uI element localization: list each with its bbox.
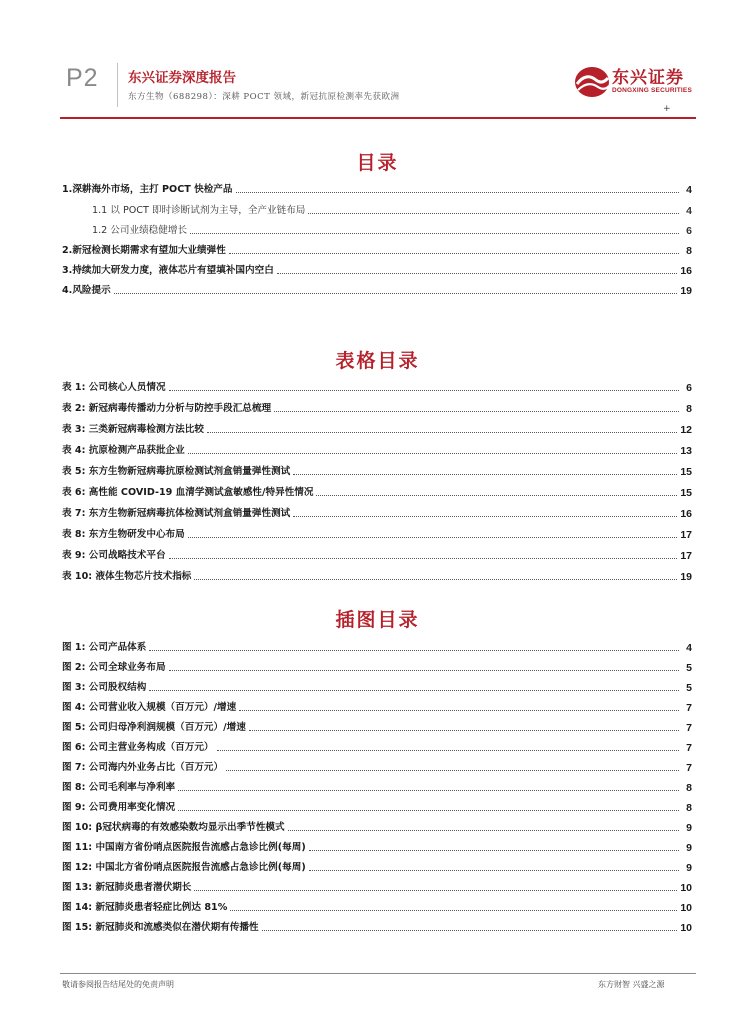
toc-entry[interactable] (62, 261, 692, 277)
dot-leader (194, 578, 677, 580)
figure-list-entry-page: 5 (686, 662, 692, 674)
table-number: 表 7: (62, 508, 86, 519)
corner-mark: + (663, 104, 671, 114)
table-number: 表 10: (62, 571, 93, 582)
figure-list-entry-label (62, 702, 236, 714)
table-list-entry-page: 17 (680, 550, 692, 562)
dot-leader (178, 789, 679, 791)
table-list-entry-label (62, 508, 290, 520)
header-rule (60, 117, 696, 119)
dot-leader (288, 829, 679, 831)
figure-list-entry[interactable] (62, 658, 692, 674)
header-divider (117, 63, 118, 107)
figure-list-entry-label (62, 802, 175, 814)
toc-entry[interactable] (62, 180, 692, 196)
footer-rule (60, 973, 696, 974)
figure-number: 图 12: (62, 862, 93, 873)
figure-list-entry-label (62, 822, 285, 834)
figure-caption: β冠状病毒的有效感染数均显示出季节性模式 (95, 822, 285, 833)
figure-number: 图 4: (62, 702, 86, 713)
figure-caption: 公司营业收入规模（百万元）/增速 (88, 702, 237, 713)
table-list-entry[interactable] (62, 462, 692, 478)
figure-list-entry-label (62, 782, 175, 794)
figure-caption: 公司毛利率与净利率 (88, 782, 176, 793)
table-list-entry-label (62, 571, 191, 583)
dot-leader (178, 809, 679, 811)
table-number: 表 8: (62, 529, 86, 540)
table-list-entry-label (62, 466, 290, 478)
toc-entry-label: 3.持续加大研发力度，液体芯片有望填补国内空白 (62, 265, 274, 276)
dot-leader (249, 729, 679, 731)
table-caption: 东方生物研发中心布局 (88, 529, 185, 540)
table-caption: 抗原检测产品获批企业 (88, 445, 185, 456)
figure-number: 图 8: (62, 782, 86, 793)
table-caption: 东方生物新冠病毒抗原检测试剂盒销量弹性测试 (88, 466, 291, 477)
dot-leader (149, 649, 679, 651)
toc-title: 目录 (356, 152, 399, 174)
figure-list-entry[interactable] (62, 718, 692, 734)
figure-list-entry[interactable] (62, 898, 692, 914)
figure-list-entry-page: 8 (686, 782, 692, 794)
figure-list-entry-page: 9 (686, 842, 692, 854)
figure-list-entry-page: 5 (686, 682, 692, 694)
dot-leader (293, 515, 677, 517)
toc-entry[interactable] (92, 221, 692, 237)
figure-list-entry-label (62, 742, 214, 754)
dot-leader (277, 272, 678, 274)
figure-number: 图 15: (62, 922, 93, 933)
figure-list-entry[interactable] (62, 818, 692, 834)
dot-leader (229, 252, 679, 254)
table-list-entry[interactable] (62, 567, 692, 583)
toc-entry-page: 4 (686, 205, 692, 217)
figure-number: 图 13: (62, 882, 93, 893)
table-caption: 东方生物新冠病毒抗体检测试剂盒销量弹性测试 (88, 508, 291, 519)
figure-caption: 公司股权结构 (88, 682, 147, 693)
dot-leader (309, 869, 679, 871)
table-list-entry-label (62, 382, 166, 394)
page-number: P2 (66, 64, 99, 92)
figure-list-entry-page: 7 (686, 742, 692, 754)
dot-leader (230, 909, 677, 911)
report-subtitle: 东方生物（688298）：深耕 POCT 领域，新冠抗原检测率先获欧洲 (128, 92, 400, 102)
dot-leader (293, 473, 677, 475)
figure-list-entry[interactable] (62, 838, 692, 854)
table-list-entry-page: 17 (680, 529, 692, 541)
dot-leader (274, 410, 679, 412)
toc-entry[interactable] (92, 201, 692, 217)
figure-list-entry[interactable] (62, 918, 692, 934)
table-list-entry-label (62, 550, 166, 562)
table-list-title: 表格目录 (335, 350, 420, 372)
dot-leader (309, 849, 679, 851)
figure-list-entry-page: 9 (686, 862, 692, 874)
figure-list-entry-label (62, 862, 306, 874)
footer-disclaimer: 敬请参阅报告结尾处的免责声明 (62, 980, 174, 989)
dot-leader (114, 292, 678, 294)
table-list-entry[interactable] (62, 378, 692, 394)
table-caption: 公司战略技术平台 (88, 550, 166, 561)
dot-leader (226, 769, 679, 771)
figure-list-entry[interactable] (62, 678, 692, 694)
table-number: 表 6: (62, 487, 86, 498)
table-list-entry-page: 16 (680, 508, 692, 520)
figure-number: 图 1: (62, 642, 86, 653)
figure-number: 图 2: (62, 662, 86, 673)
figure-list-entry-label (62, 922, 259, 934)
figure-caption: 公司费用率变化情况 (88, 802, 176, 813)
table-caption: 公司核心人员情况 (88, 382, 166, 393)
figure-caption: 公司产品体系 (88, 642, 147, 653)
dot-leader (194, 889, 677, 891)
table-list-entry[interactable] (62, 504, 692, 520)
dot-leader (316, 494, 677, 496)
figure-number: 图 7: (62, 762, 86, 773)
table-number: 表 1: (62, 382, 86, 393)
dot-leader (262, 929, 678, 931)
dot-leader (169, 389, 679, 391)
table-list-entry[interactable] (62, 525, 692, 541)
figure-caption: 新冠肺炎患者潜伏期长 (95, 882, 192, 893)
figure-list-entry[interactable] (62, 798, 692, 814)
dot-leader (239, 709, 679, 711)
figure-list-entry[interactable] (62, 758, 692, 774)
figure-list-entry-page: 10 (680, 902, 692, 914)
figure-number: 图 6: (62, 742, 86, 753)
table-list-entry-page: 19 (680, 571, 692, 583)
figure-number: 图 11: (62, 842, 93, 853)
toc-entry-label: 1.深耕海外市场，主打 POCT 快检产品 (62, 184, 233, 195)
figure-list-entry-page: 7 (686, 722, 692, 734)
figure-list-entry-page: 10 (680, 922, 692, 934)
table-number: 表 3: (62, 424, 86, 435)
figure-caption: 中国北方省份哨点医院报告流感占急诊比例(每周) (95, 862, 306, 873)
toc-entry-label: 1.2 公司业绩稳健增长 (92, 225, 188, 236)
logo-english-name: DONGXING SECURITIES (612, 87, 693, 94)
dot-leader (308, 212, 679, 214)
figure-list-entry-label (62, 662, 166, 674)
table-number: 表 2: (62, 403, 86, 414)
dot-leader (149, 689, 679, 691)
table-list-entry-page: 13 (680, 445, 692, 457)
table-list-entry-label (62, 529, 185, 541)
figure-number: 图 5: (62, 722, 86, 733)
table-list-entry-page: 12 (680, 424, 692, 436)
footer-slogan: 东方财智 兴盛之源 (598, 980, 665, 989)
table-list-entry[interactable] (62, 420, 692, 436)
table-list-entry[interactable] (62, 483, 692, 499)
figure-list-entry-page: 8 (686, 802, 692, 814)
toc-entry-page: 4 (686, 184, 692, 196)
dot-leader (190, 232, 679, 234)
toc-entry-page: 6 (686, 225, 692, 237)
figure-list-entry-label (62, 842, 306, 854)
table-list-entry[interactable] (62, 441, 692, 457)
logo-name: 东兴证券 (612, 68, 684, 88)
toc-entry[interactable] (62, 241, 692, 257)
table-number: 表 4: (62, 445, 86, 456)
figure-list-entry[interactable] (62, 858, 692, 874)
table-list-entry-page: 6 (686, 382, 692, 394)
table-list-entry-page: 15 (680, 466, 692, 478)
figure-caption: 公司归母净利润规模（百万元）/增速 (88, 722, 246, 733)
toc-entry-page: 19 (680, 285, 692, 297)
table-list-entry-label (62, 487, 313, 499)
table-list-entry-label (62, 424, 204, 436)
figure-list-entry-page: 10 (680, 882, 692, 894)
dot-leader (236, 191, 680, 193)
figure-list-entry[interactable] (62, 778, 692, 794)
table-list-entry[interactable] (62, 399, 692, 415)
figure-list-entry[interactable] (62, 878, 692, 894)
figure-number: 图 9: (62, 802, 86, 813)
logo-emblem-icon (575, 67, 609, 97)
figure-list-entry-label (62, 642, 146, 654)
figure-list-entry[interactable] (62, 698, 692, 714)
table-list-entry-page: 8 (686, 403, 692, 415)
table-caption: 三类新冠病毒检测方法比较 (88, 424, 204, 435)
figure-caption: 公司海内外业务占比（百万元） (88, 762, 224, 773)
figure-list-entry-page: 7 (686, 762, 692, 774)
table-caption: 新冠病毒传播动力分析与防控手段汇总梳理 (88, 403, 272, 414)
toc-entry-label: 1.1 以 POCT 即时诊断试剂为主导，全产业链布局 (92, 205, 306, 216)
table-caption: 液体生物芯片技术指标 (95, 571, 192, 582)
toc-entry-page: 8 (686, 245, 692, 257)
dot-leader (188, 536, 678, 538)
figure-list-entry-label (62, 762, 223, 774)
figure-list-entry-page: 9 (686, 822, 692, 834)
dot-leader (207, 431, 677, 433)
figure-list-entry-label (62, 902, 227, 914)
table-list-entry-label (62, 445, 185, 457)
figure-list-entry-label (62, 882, 191, 894)
dot-leader (217, 749, 679, 751)
figure-list-entry-label (62, 682, 146, 694)
figure-number: 图 10: (62, 822, 93, 833)
figure-caption: 公司主营业务构成（百万元） (88, 742, 214, 753)
table-list-entry[interactable] (62, 546, 692, 562)
toc-entry-label: 2.新冠检测长期需求有望加大业绩弹性 (62, 245, 226, 256)
table-list-entry-page: 15 (680, 487, 692, 499)
figure-list-entry[interactable] (62, 738, 692, 754)
toc-entry-label: 4.风险提示 (62, 285, 111, 296)
figure-list-entry[interactable] (62, 638, 692, 654)
figure-list-entry-label (62, 722, 246, 734)
table-number: 表 5: (62, 466, 86, 477)
figure-list-entry-page: 7 (686, 702, 692, 714)
figure-caption: 新冠肺炎患者轻症比例达 81% (95, 902, 228, 913)
figure-caption: 中国南方省份哨点医院报告流感占急诊比例(每周) (95, 842, 306, 853)
figure-caption: 新冠肺炎和流感类似在潜伏期有传播性 (95, 922, 259, 933)
dot-leader (188, 452, 678, 454)
dot-leader (169, 669, 679, 671)
figure-number: 图 14: (62, 902, 93, 913)
toc-entry[interactable] (62, 281, 692, 297)
table-caption: 高性能 COVID-19 血清学测试盒敏感性/特异性情况 (88, 487, 314, 498)
table-number: 表 9: (62, 550, 86, 561)
figure-caption: 公司全球业务布局 (88, 662, 166, 673)
dot-leader (169, 557, 678, 559)
figure-number: 图 3: (62, 682, 86, 693)
toc-entry-page: 16 (680, 265, 692, 277)
figure-list-entry-page: 4 (686, 642, 692, 654)
table-list-entry-label (62, 403, 271, 415)
report-series-title: 东兴证券深度报告 (128, 70, 236, 86)
figure-list-title: 插图目录 (335, 609, 420, 631)
